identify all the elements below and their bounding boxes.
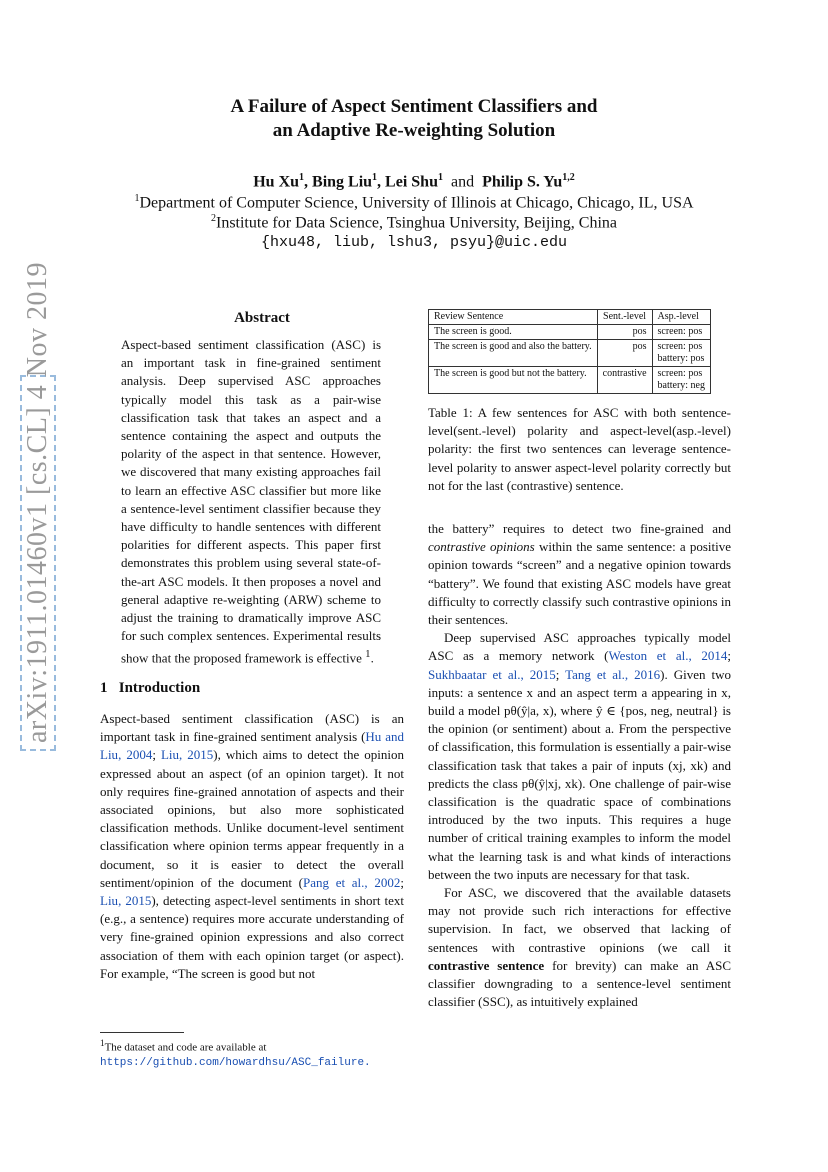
table-row: [429, 367, 711, 394]
right-paragraph-3: For ASC, we discovered that the available datasets may not provide such rich interactions for effective supervision. In fact, we observed that lacking of sentences with contrastive opinions (we call it contrastive sentence for brevity) can make an ASC classifier downgrading to a sentence-level sentiment classifier (SSC), as intuitively explained: [428, 885, 731, 1010]
paper-title: [0, 95, 828, 143]
right-paragraph-2: Deep supervised ASC approaches typically model ASC as a memory network (Weston et al., 2014; Sukhbaatar et al., 2015; Tang et al., 2016). Given two inputs: a sentence x and an aspect term a appearing in x, build a model pθ(ŷ|a, x), where ŷ ∈ {pos, neg, neutral} is the opinion (or sentiment) about a. From the perspective of classification, this formulation is essentially a pair-wise classification task that takes a pair of inputs (xj, xk) and predicts the class pθ(ŷ|xj, xk). One challenge of pair-wise classification is the quadratic space of combinations introduced by the two inputs. This requires a huge number of critical training examples to inform the model what the learning task is and what kinds of interactions between the two inputs are necessary for that task.: [428, 630, 732, 882]
affiliation-2: [0, 213, 828, 232]
intro-text-a: Aspect-based sentiment classification (ASC) is an important task in fine-grained sentiment analysis (: [100, 711, 404, 745]
footnote-mark: 1: [100, 1038, 105, 1048]
aff2-text: Institute for Data Science, Tsinghua University, Beijing, China: [215, 214, 618, 232]
author-3-sup: 1: [437, 172, 443, 183]
title-line-1: A Failure of Aspect Sentiment Classifiers and: [230, 96, 598, 117]
footnote: [100, 1036, 404, 1070]
intro-text-b: ), which aims to detect the opinion expressed about an aspect (of an opinion target). It not only requires fine-grained annotation of aspects and their associated opinions, but also more sophisticated classification methods. Unlike document-level sentiment classification where opinion terms appear frequently in a document, so it is easier to detect the overall sentiment/opinion of the document (: [100, 747, 404, 890]
intro-text-c: ), detecting aspect-level sentiments in short text (e.g., a sentence) requires more accurate understanding of very fine-grained opinion expressions and also correct association of them with each opinion target (or aspect). For example, “The screen is good but not: [100, 893, 405, 981]
table-cell: The screen is good but not the battery.: [429, 367, 598, 394]
table-1: [428, 309, 711, 394]
cite-pang[interactable]: Pang et al., 2002: [303, 874, 401, 890]
author-4-sup: 1,2: [562, 172, 575, 183]
table-1-caption: Table 1: A few sentences for ASC with both sentence-level(sent.-level) polarity and aspect-level(asp.-level) polarity: the first two sentences can leverage sentence-level polarity to answer aspect-level polarity correctly but not for the last (contrastive) sentence.: [428, 405, 731, 493]
intro-number: 1: [100, 680, 108, 696]
author-4: Philip S. Yu: [482, 173, 563, 191]
cite-sukhbaatar[interactable]: Sukhbaatar et al., 2015: [428, 666, 556, 682]
footnote-url[interactable]: https://github.com/howardhsu/ASC_failure.: [100, 1056, 371, 1069]
table-cell: screen: pos battery: neg: [652, 367, 710, 394]
cite-liu-2015-b[interactable]: Liu, 2015: [100, 893, 152, 909]
table-cell: pos: [597, 340, 652, 367]
author-and: and: [450, 173, 475, 191]
table-cell: The screen is good and also the battery.: [429, 340, 598, 367]
title-line-2: an Adaptive Re-weighting Solution: [272, 120, 556, 141]
author-list: Hu Xu$^1$, Bing Liu$^1$, Lei Shu$^1$ and Philip S. Yu$^{1,2}$: [253, 172, 575, 191]
abstract-heading: Abstract: [234, 310, 290, 326]
author-1: Hu Xu: [253, 173, 300, 191]
author-1-sup: 1: [299, 172, 305, 183]
author-2: Bing Liu: [312, 173, 373, 191]
cite-weston[interactable]: Weston et al., 2014: [608, 648, 728, 664]
aff2-sup: 2: [210, 213, 216, 224]
intro-paragraph: Aspect-based sentiment classification (ASC) is an important task in fine-grained sentiment analysis (Hu and Liu, 2004; Liu, 2015), which aims to detect the opinion expressed about an aspect (of an opinion target). It not only requires fine-grained annotation of aspects and their associated opinions, but also more sophisticated classification methods. Unlike document-level sentiment classification where opinion terms appear frequently in a document, so it is easier to detect the overall sentiment/opinion of the document (Pang et al., 2002; Liu, 2015), detecting aspect-level sentiments in short text (e.g., a sentence) requires more accurate understanding of very fine-grained opinion expressions and also correct association of them with each opinion target (or aspect). For example, “The screen is good but not: [100, 711, 405, 981]
cite-hu-liu[interactable]: Hu and Liu, 2004: [100, 729, 404, 763]
right-column: [428, 520, 731, 1011]
table-cell: pos: [597, 325, 652, 340]
table-cell: The screen is good.: [429, 325, 598, 340]
right-paragraph-1: the battery” requires to detect two fine-grained and contrastive opinions within the same sentence: a positive opinion towards “screen” and a negative opinion towards “battery”. We found that existing ASC models have great difficulty to correctly classify such contrastive opinions in their sentences.: [428, 521, 732, 628]
arxiv-stamp: arXiv:1911.01460v1 [cs.CL] 4 Nov 2019: [20, 375, 56, 751]
footnote-rule: [100, 1032, 184, 1033]
table-header: Sent.-level: [597, 310, 652, 325]
cite-tang[interactable]: Tang et al., 2016: [565, 666, 661, 682]
table-cell: screen: pos battery: pos: [652, 340, 710, 367]
abstract-text: Aspect-based sentiment classification (ASC) is an important task in fine-grained sentiment analysis. Deep supervised ASC approaches typically model this task as a pair-wise classification task that takes an aspect and a sentence containing the aspect and outputs the polarity of the aspect in that sentence. However, we discovered that many existing approaches fail to learn an effective ASC classifier but more like a sentence-level sentiment classifier because they have difficulty to handle sentences with different polarities for different aspects. This paper first demonstrates this problem using several state-of-the-art ASC models. It then proposes a novel and general adaptive re-weighting (ARW) scheme to adjust the training to dramatically improve ASC for such complex sentences. Experimental results show that the proposed framework is effective: [121, 337, 381, 666]
abstract-body: Aspect-based sentiment classification (ASC) is an important task in fine-grained sentiment analysis. Deep supervised ASC approaches typically model this task as a pair-wise classification task that takes an aspect and a sentence containing the aspect and outputs the polarity of the aspect in that sentence. However, we discovered that many existing approaches fail to learn an effective ASC classifier but more like a sentence-level sentiment classifier because they have difficulty to handle sentences with different polarities for different aspects. This paper first demonstrates this problem using several state-of-the-art ASC models. It then proposes a novel and general adaptive re-weighting (ARW) scheme to adjust the training to dramatically improve ASC for such complex sentences. Experimental results show that the proposed framework is effective $^1$.: [121, 337, 381, 666]
footnote-text: The dataset and code are available at: [104, 1041, 267, 1054]
cite-liu-2015[interactable]: Liu, 2015: [160, 747, 214, 763]
author-2-sup: 1: [372, 172, 378, 183]
table-cell: contrastive: [597, 367, 652, 394]
emails: {hxu48, liub, lshu3, psyu}@uic.edu: [260, 234, 568, 251]
intro-title: Introduction: [118, 680, 201, 696]
author-3: Lei Shu: [385, 173, 438, 191]
abstract-footnote-mark: 1: [365, 648, 371, 661]
table-header: Review Sentence: [429, 310, 598, 325]
aff1-sup: 1: [134, 193, 140, 204]
table-cell: screen: pos: [652, 325, 710, 340]
table-header-row: [429, 310, 711, 325]
table-header: Asp.-level: [652, 310, 710, 325]
intro-heading: [100, 680, 200, 697]
table-row: [429, 325, 711, 340]
affiliation-1: [0, 193, 828, 212]
aff1-text: Department of Computer Science, University of Illinois at Chicago, Chicago, IL, USA: [139, 194, 694, 212]
table-row: [429, 340, 711, 367]
